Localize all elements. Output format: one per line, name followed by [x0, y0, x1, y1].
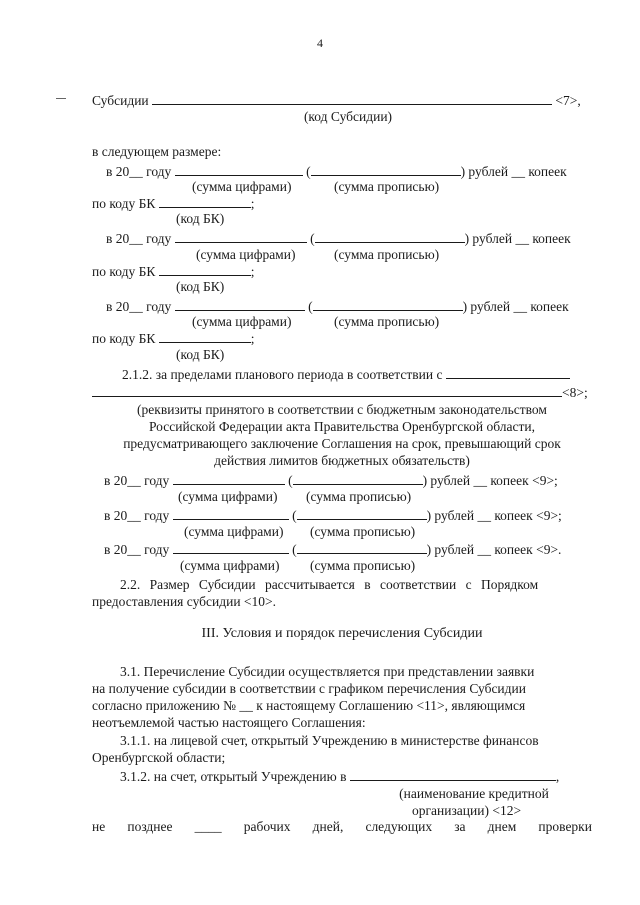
clause-3-1-1-line-2: Оренбургской области; — [92, 750, 226, 765]
bk-label: по коду БК — [92, 264, 156, 279]
paren: ( — [308, 299, 313, 314]
bk-line-1 — [92, 195, 254, 212]
word: позднее — [127, 819, 173, 834]
word: проверки — [538, 819, 592, 834]
subsidy-line — [92, 92, 581, 109]
bk-label: по коду БК — [92, 196, 156, 211]
rub-kop: ) рублей __ копеек — [462, 299, 569, 314]
sum-digits-caption: (сумма цифрами) — [180, 558, 280, 573]
bk-blank — [159, 195, 251, 208]
sum-words-caption: (сумма прописью) — [310, 558, 416, 573]
rub-kop-9: ) рублей __ копеек <9>. — [426, 542, 562, 557]
bk-blank — [159, 330, 251, 343]
clause-3-1-line-4: неотъемлемой частью настоящего Соглашения: — [92, 715, 366, 730]
sum-words-caption: (сумма прописью) — [334, 247, 440, 262]
margin-mark — [56, 98, 66, 99]
clause-3-1-2 — [120, 768, 559, 785]
word-blank: ____ — [194, 819, 222, 834]
sum-words-caption: (сумма прописью) — [310, 524, 416, 539]
sum-words-blank — [311, 163, 461, 176]
sum-digits-blank — [175, 163, 303, 176]
year-label: в 20__ году — [104, 542, 170, 557]
year-label: в 20__ году — [104, 508, 170, 523]
comma: , — [555, 769, 560, 784]
sum-digits-caption: (сумма цифрами) — [178, 489, 278, 504]
clause-2-2-line-1 — [120, 577, 590, 593]
year-label: в 20__ году — [106, 164, 172, 179]
paren: ( — [310, 231, 315, 246]
year-line-4 — [104, 472, 558, 489]
sum-digits-blank — [173, 507, 289, 520]
kod-bk-caption: (код БК) — [176, 279, 225, 294]
size-intro: в следующем размере: — [92, 144, 222, 159]
word: днем — [487, 819, 517, 834]
clause-2-1-2 — [122, 366, 570, 383]
bk-line-2 — [92, 263, 254, 280]
paren: ( — [288, 473, 293, 488]
sum-digits-blank — [173, 541, 289, 554]
kod-bk-caption: (код БК) — [176, 347, 225, 362]
year-line-1 — [106, 163, 567, 180]
rekv-caption-3: предусматривающего заключение Соглашения на срок, превышающий срок — [123, 436, 561, 451]
rub-kop: ) рублей __ копеек — [460, 164, 567, 179]
semicolon: ; — [250, 264, 255, 279]
footnote-ref-7: <7>, — [555, 93, 581, 108]
bk-blank — [159, 263, 251, 276]
clause-2-1-2-blank — [446, 366, 570, 379]
year-line-5 — [104, 507, 562, 524]
year-line-3 — [106, 298, 569, 315]
sum-words-caption: (сумма прописью) — [334, 314, 440, 329]
semicolon: ; — [250, 196, 255, 211]
subsidy-blank — [152, 92, 552, 105]
year-label: в 20__ году — [106, 231, 172, 246]
bk-label: по коду БК — [92, 331, 156, 346]
rekv-caption-2: Российской Федерации акта Правительства Оренбургской области, — [149, 419, 535, 434]
sum-digits-blank — [175, 230, 307, 243]
kod-bk-caption: (код БК) — [176, 211, 225, 226]
sum-digits-blank — [175, 298, 305, 311]
rub-kop-9: ) рублей __ копеек <9>; — [426, 508, 562, 523]
clause-2-1-2-cont — [92, 384, 588, 401]
word: рабочих — [243, 819, 291, 834]
clause-2-2-text: 2.2. Размер Субсидии рассчитывается в соответствии с Порядком — [120, 577, 539, 592]
rub-kop-9: ) рублей __ копеек <9>; — [422, 473, 558, 488]
word: не — [92, 819, 106, 834]
sum-digits-caption: (сумма цифрами) — [192, 314, 292, 329]
year-line-2 — [106, 230, 571, 247]
naim-caption-1: (наименование кредитной — [399, 786, 549, 801]
paren: ( — [306, 164, 311, 179]
rekv-caption-1: (реквизиты принятого в соответствии с бюджетным законодательством — [137, 402, 547, 417]
sum-words-caption: (сумма прописью) — [334, 179, 440, 194]
paren: ( — [292, 508, 297, 523]
semicolon: ; — [250, 331, 255, 346]
last-line — [92, 819, 592, 835]
sum-digits-blank — [173, 472, 285, 485]
long-blank — [92, 384, 562, 397]
sum-words-caption: (сумма прописью) — [306, 489, 412, 504]
sum-digits-caption: (сумма цифрами) — [184, 524, 284, 539]
word: за — [454, 819, 466, 834]
sum-digits-caption: (сумма цифрами) — [196, 247, 296, 262]
sum-words-blank — [297, 541, 427, 554]
clause-3-1-line-2: на получение субсидии в соответствии с графиком перечисления Субсидии — [92, 681, 526, 696]
sum-words-blank — [297, 507, 427, 520]
rub-kop: ) рублей __ копеек — [464, 231, 571, 246]
sum-words-blank — [313, 298, 463, 311]
clause-3-1-line-3: согласно приложению № __ к настоящему Соглашению <11>, являющимся — [92, 698, 526, 713]
word: дней, — [312, 819, 344, 834]
subsidy-label: Субсидии — [92, 93, 149, 108]
kod-subsidii-caption: (код Субсидии) — [303, 109, 393, 124]
naim-caption-2: организации) <12> — [412, 803, 522, 818]
word: следующих — [365, 819, 433, 834]
sum-digits-caption: (сумма цифрами) — [192, 179, 292, 194]
paren: ( — [292, 542, 297, 557]
section-3-heading: III. Условия и порядок перечисления Субсидии — [201, 626, 483, 641]
page-number: 4 — [317, 36, 323, 50]
year-line-6 — [104, 541, 561, 558]
footnote-ref-8: <8>; — [562, 385, 588, 400]
clause-2-2-line-2: предоставления субсидии <10>. — [92, 594, 277, 609]
year-label: в 20__ году — [104, 473, 170, 488]
sum-words-blank — [315, 230, 465, 243]
clause-2-1-2-text: 2.1.2. за пределами планового периода в соответствии с — [122, 367, 443, 382]
clause-3-1-line-1: 3.1. Перечисление Субсидии осуществляется при представлении заявки — [120, 664, 535, 679]
year-label: в 20__ году — [106, 299, 172, 314]
rekv-caption-4: действия лимитов бюджетных обязательств) — [214, 453, 470, 468]
bank-name-blank — [350, 768, 556, 781]
clause-3-1-2-text: 3.1.2. на счет, открытый Учреждению в — [120, 769, 347, 784]
sum-words-blank — [293, 472, 423, 485]
clause-3-1-1-line-1: 3.1.1. на лицевой счет, открытый Учреждению в министерстве финансов — [120, 733, 539, 748]
bk-line-3 — [92, 330, 254, 347]
